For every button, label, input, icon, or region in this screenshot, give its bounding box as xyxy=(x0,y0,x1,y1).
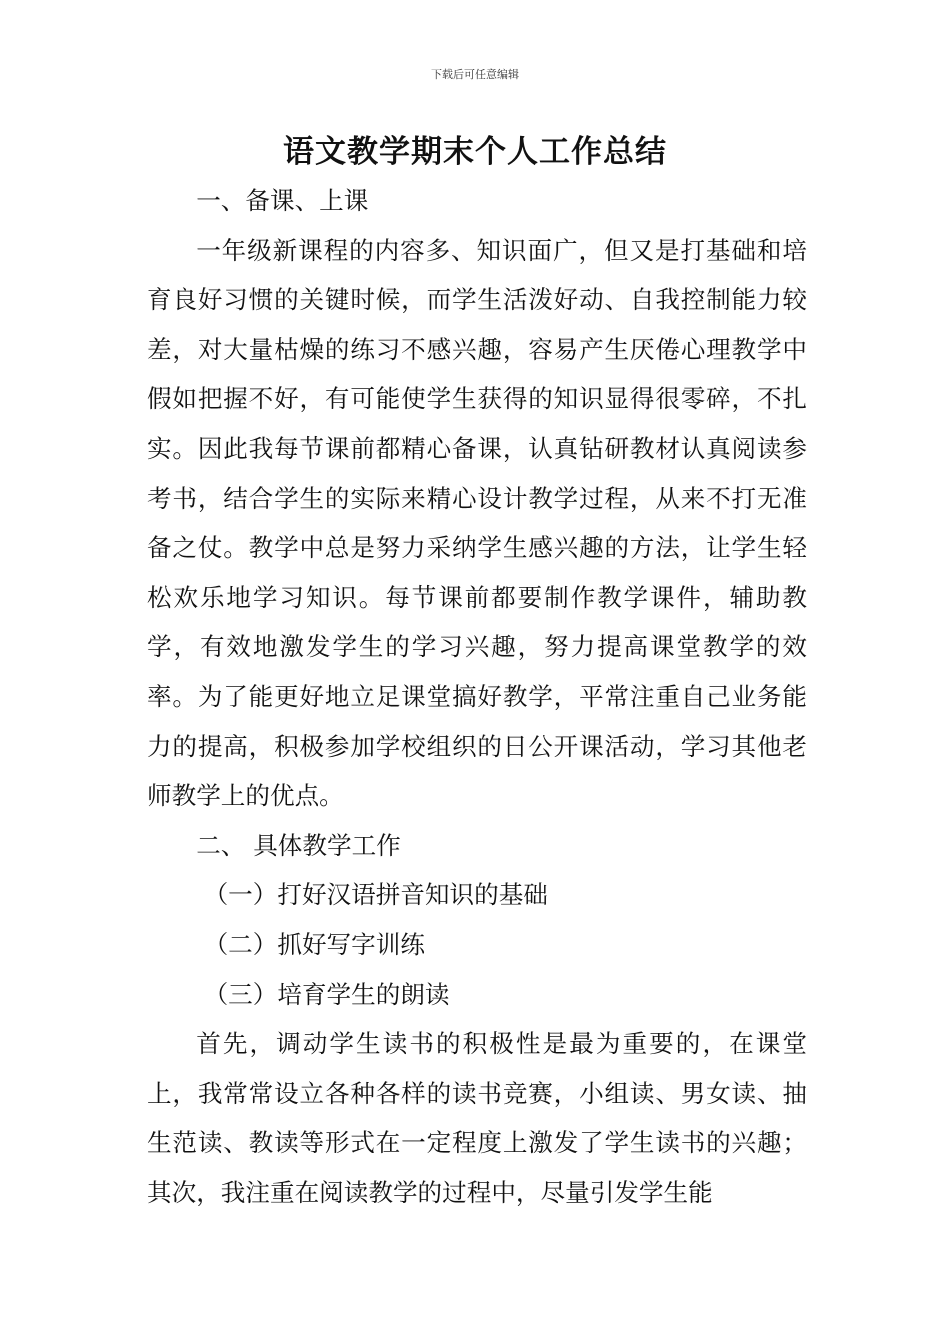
document-title: 语文教学期末个人工作总结 xyxy=(283,134,667,170)
subsection-heading-3: （三）培育学生的朗读 xyxy=(203,979,450,1009)
document-body xyxy=(147,176,807,1217)
section-heading-1: 一、备课、上课 xyxy=(196,186,369,215)
page-header-note: 下载后可任意编辑 xyxy=(431,68,519,81)
section-2-paragraph: 首先，调动学生读书的积极性是最为重要的，在课堂上，我常常设立各种各样的读书竞赛，小组读、男女读、抽生范读、教读等形式在一定程度上激发了学生读书的兴趣；其次，我注重在阅读教学的过程中，尽量引发学生能 xyxy=(147,1029,807,1207)
section-heading-2: 二、 具体教学工作 xyxy=(196,830,401,860)
section-1-paragraph: 一年级新课程的内容多、知识面广，但又是打基础和培育良好习惯的关键时候，而学生活泼好动、自我控制能力较差，对大量枯燥的练习不感兴趣，容易产生厌倦心理教学中假如把握不好，有可能使学生获得的知识显得很零碎，不扎实。因此我每节课前都精心备课，认真钻研教材认真阅读参考书，结合学生的实际来精心设计教学过程，从来不打无准备之仗。教学中总是努力采纳学生感兴趣的方法，让学生轻松欢乐地学习知识。每节课前都要制作教学课件，辅助教学，有效地激发学生的学习兴趣，努力提高课堂教学的效率。为了能更好地立足课堂搞好教学，平常注重自己业务能力的提高，积极参加学校组织的日公开课活动，学习其他老师教学上的优点。 xyxy=(147,235,807,811)
subsection-heading-2: （二）抓好写字训练 xyxy=(203,929,425,959)
subsection-heading-1: （一）打好汉语拼音知识的基础 xyxy=(203,880,548,910)
